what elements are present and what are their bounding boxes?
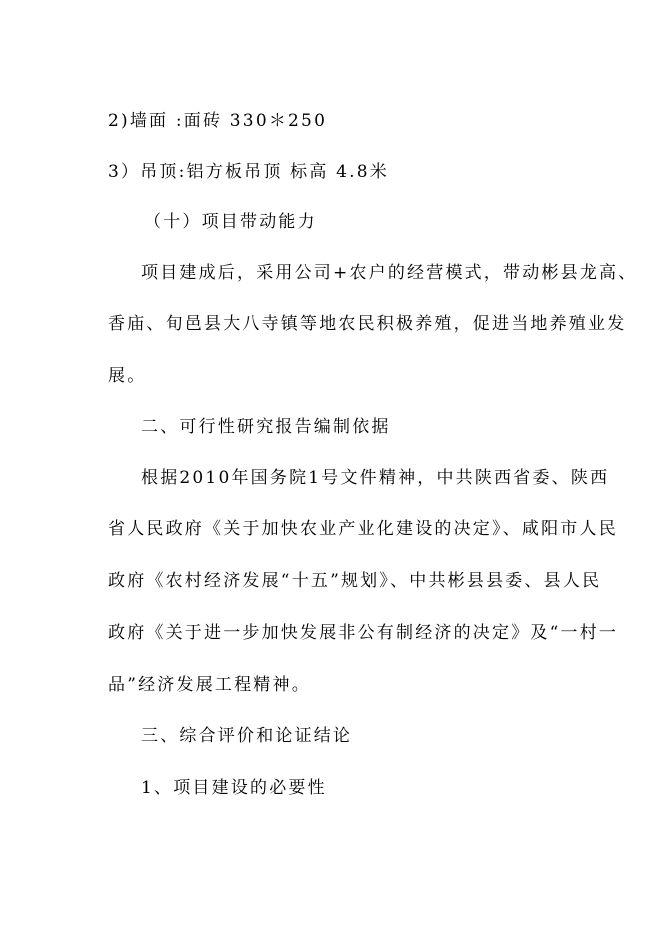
paragraph-basis-line-1: 根据2010年国务院1号文件精神，中共陕西省委、陕西 [141, 468, 610, 488]
paragraph-basis-line-5: 品”经济发展工程精神。 [108, 675, 311, 695]
ceiling-line: 3）吊顶:铝方板吊顶 标高 4.8米 [108, 162, 389, 182]
wall-surface-line: 2)墙面 :面砖 330＊250 [108, 111, 328, 131]
section-heading-ten: （十）项目带动能力 [144, 212, 317, 232]
paragraph-basis-line-4: 政府《关于进一步加快发展非公有制经济的决定》及“一村一 [108, 623, 619, 643]
paragraph-project-line-1: 项目建成后，采用公司+农户的经营模式，带动彬县龙高、 [141, 263, 638, 283]
paragraph-basis-line-2: 省人民政府《关于加快农业产业化建设的决定》、咸阳市人民 [108, 519, 618, 539]
paragraph-project-line-2: 香庙、旬邑县大八寺镇等地农民积极养殖，促进当地养殖业发 [108, 314, 627, 334]
section-heading-two: 二、可行性研究报告编制依据 [141, 417, 391, 437]
section-heading-three: 三、综合评价和论证结论 [141, 726, 353, 746]
paragraph-basis-line-3: 政府《农村经济发展“十五”规划》、中共彬县县委、县人民 [108, 571, 602, 591]
subheading-necessity: 1、项目建设的必要性 [141, 778, 327, 798]
paragraph-project-line-3: 展。 [108, 366, 147, 386]
